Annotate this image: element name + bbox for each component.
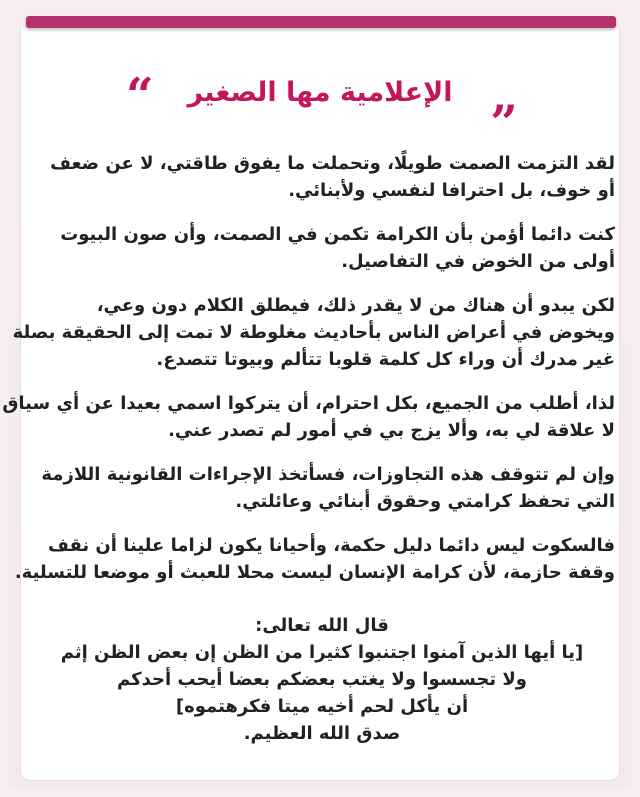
top-accent-bar xyxy=(26,16,616,28)
paragraph-5 xyxy=(29,461,615,515)
verse-block xyxy=(29,639,615,747)
paragraph-line: أو خوف، بل احترافا لنفسي ولأبنائي. xyxy=(288,180,615,201)
verse-line: ولا تجسسوا ولا يغتب بعضكم بعضا أيحب أحدكم xyxy=(117,669,527,690)
paragraph-line: وقفة حازمة، لأن كرامة الإنسان ليست محلا للعبث أو موضعا للتسلية. xyxy=(14,562,615,583)
paragraph-line: لقد التزمت الصمت طويلًا، وتحملت ما يفوق طاقتي، لا عن ضعف xyxy=(50,153,615,174)
statement-title: الإعلامية مها الصغير xyxy=(187,77,453,108)
paragraph-line: فالسكوت ليس دائما دليل حكمة، وأحيانا يكون لزاما علينا أن نقف xyxy=(48,535,615,556)
paragraph-line: أولى من الخوض في التفاصيل. xyxy=(341,251,615,272)
paragraph-line: التي تحفظ كرامتي وحقوق أبنائي وعائلتي. xyxy=(235,491,615,512)
paragraph-line: كنت دائما أؤمن بأن الكرامة تكمن في الصمت، وأن صون البيوت xyxy=(60,224,615,245)
verse-heading: قال الله تعالى: xyxy=(255,615,389,636)
statement-header xyxy=(21,68,619,124)
verse-line: [يا أيها الذين آمنوا اجتنبوا كثيرا من الظن إن بعض الظن إثم xyxy=(60,642,584,663)
paragraph-line: غير مدرك أن وراء كل كلمة قلوبا تتألم وبيوتا تتصدع. xyxy=(156,349,615,370)
paragraph-2 xyxy=(29,221,615,275)
open-quote-mark: “ xyxy=(126,68,154,124)
paragraph-3 xyxy=(12,292,615,373)
statement-body xyxy=(2,150,615,747)
paragraph-line: لا علاقة لي به، وألا يزج بي في أمور لم تصدر عني. xyxy=(168,420,615,441)
paragraph-line: ويخوض في أعراض الناس بأحاديث مغلوطة لا تمت إلى الحقيقة بصلة xyxy=(12,322,615,343)
paragraph-line: لكن يبدو أن هناك من لا يقدر ذلك، فيطلق الكلام دون وعي، xyxy=(96,295,615,316)
verse-closing: صدق الله العظيم. xyxy=(243,723,401,744)
paragraph-4 xyxy=(2,390,615,444)
close-quote-mark: „ xyxy=(491,68,519,124)
paragraph-line: لذا، أطلب من الجميع، بكل احترام، أن يتركوا اسمي بعيدا عن أي سياق xyxy=(2,393,615,414)
paragraph-1 xyxy=(29,150,615,204)
statement-card xyxy=(2,28,620,781)
verse-line: أن يأكل لحم أخيه ميتا فكرهتموه] xyxy=(175,696,469,717)
paragraph-line: وإن لم تتوقف هذه التجاوزات، فسأتخذ الإجراءات القانونية اللازمة xyxy=(41,464,615,485)
paragraph-6 xyxy=(14,532,615,586)
